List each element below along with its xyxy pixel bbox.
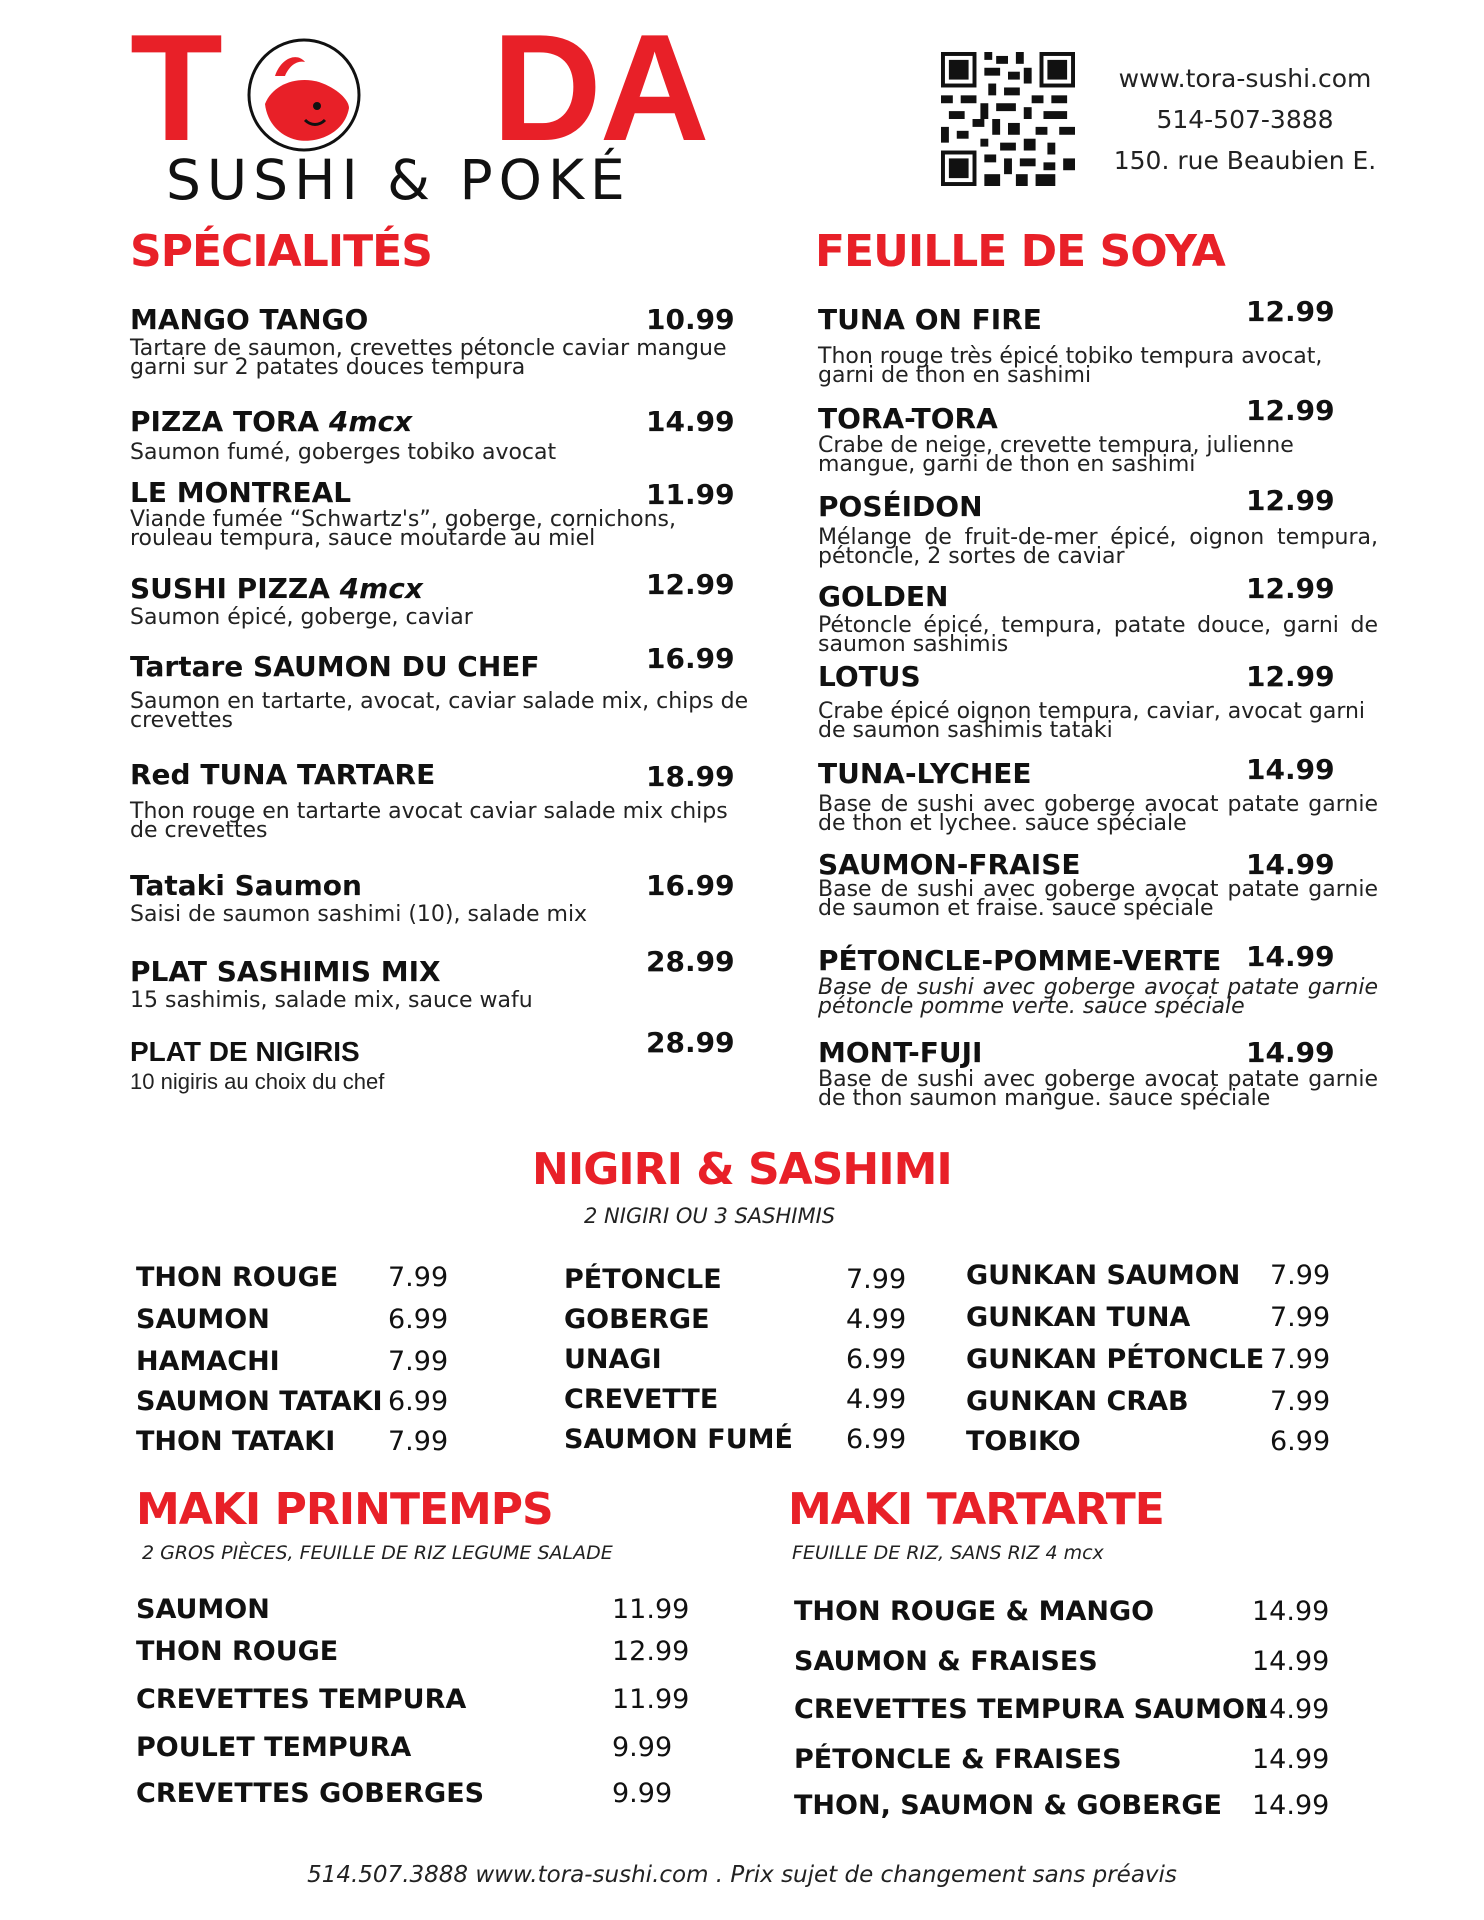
fish-logo-icon [245,36,363,154]
menu-item [966,1302,1331,1333]
item-description: Base de sushi avec goberge avocat patate garnie de saumon et fraise. sauce spéciale [818,877,1378,921]
item-price: 7.99 [1270,1302,1331,1333]
item-price: 11.99 [612,1684,690,1715]
website-link[interactable]: www.tora-sushi.com [1118,64,1372,93]
item-name [818,1036,982,1069]
item-name-text: PLAT DE NIGIRIS [130,1036,360,1067]
item-price: 14.99 [646,405,735,438]
address: 150. rue Beaubien E. [1113,146,1377,175]
item-price: 14.99 [1246,848,1335,881]
item-name: CREVETTES GOBERGES [136,1778,485,1809]
item-price: 12.99 [1246,660,1335,693]
section-title-maki-tartarte: MAKI TARTARTE [788,1484,1164,1535]
item-name: HAMACHI [136,1346,280,1377]
menu-item [794,1790,1330,1821]
item-description: Tartare de saumon, crevettes pétoncle caviar mangue garni sur 2 patates douces tempura [130,336,727,380]
item-name: SAUMON TATAKI [136,1386,383,1417]
item-price: 7.99 [388,1426,449,1457]
item-name-text: TORA-TORA [818,402,998,435]
item-price: 7.99 [1270,1386,1331,1417]
menu-item [966,1344,1331,1375]
menu-item [136,1346,449,1377]
item-name [818,660,921,693]
menu-item [966,1260,1331,1291]
item-name: THON TATAKI [136,1426,336,1457]
item-price: 7.99 [1270,1260,1331,1291]
menu-item [136,1426,449,1457]
item-price: 6.99 [846,1424,907,1455]
menu-item [136,1386,449,1417]
item-name-text: GOLDEN [818,580,949,613]
item-name-text: MONT-FUJI [818,1036,983,1069]
item-name: CREVETTE [564,1384,719,1415]
menu-item [136,1594,690,1625]
item-price: 12.99 [1246,295,1335,328]
contact-block [1100,58,1390,181]
item-price: 28.99 [646,1026,735,1059]
item-name-text: SAUMON-FRAISE [818,848,1081,881]
item-name: SAUMON FUMÉ [564,1424,793,1455]
item-price: 10.99 [646,303,735,336]
item-name: SAUMON & FRAISES [794,1646,1098,1677]
item-price: 6.99 [846,1344,907,1375]
item-name: CREVETTES TEMPURA SAUMON [794,1694,1268,1725]
item-price: 14.99 [1246,753,1335,786]
item-price: 28.99 [646,945,735,978]
item-name-text: PLAT SASHIMIS MIX [130,955,441,988]
item-name [130,572,423,605]
nigiri-subtitle: 2 NIGIRI OU 3 SASHIMIS [584,1204,836,1228]
item-price: 11.99 [646,478,735,511]
logo-letters-da: DA [492,3,708,173]
phone-number[interactable]: 514-507-3888 [1156,105,1334,134]
item-name [130,869,362,902]
item-description: 15 sashimis, salade mix, sauce wafu [130,988,533,1013]
item-price: 14.99 [1252,1744,1330,1775]
item-name: TOBIKO [966,1426,1081,1457]
item-price: 12.99 [1246,572,1335,605]
item-name [130,476,351,509]
item-name-text: Tartare SAUMON DU CHEF [130,650,540,683]
item-name [130,405,412,438]
menu-item [564,1304,907,1335]
item-price: 9.99 [612,1732,673,1763]
menu-item [136,1732,673,1763]
item-name [130,955,441,988]
item-price: 16.99 [646,869,735,902]
logo-tagline: SUSHI & POKÉ [166,148,631,212]
item-name-text: MANGO TANGO [130,303,369,336]
item-name-suffix: 4mcx [339,572,423,605]
menu-item [136,1636,690,1667]
qr-code-icon [940,52,1076,186]
item-price: 6.99 [388,1304,449,1335]
item-price: 7.99 [388,1346,449,1377]
menu-item [794,1596,1330,1627]
logo-letter-t: T [130,3,221,173]
item-name-suffix: 4mcx [328,405,413,438]
item-description: Pétoncle épicé, tempura, patate douce, garni de saumon sashimis [818,613,1378,657]
item-description: Mélange de fruit-de-mer épicé, oignon tempura, pétoncle, 2 sortes de caviar [818,525,1378,569]
item-price: 14.99 [1246,1036,1335,1069]
menu-item [794,1694,1330,1725]
item-price: 18.99 [646,760,735,793]
item-price: 7.99 [388,1262,449,1293]
item-price: 4.99 [846,1384,907,1415]
item-price: 12.99 [646,568,735,601]
item-name [818,303,1042,336]
item-price: 12.99 [612,1636,690,1667]
item-name-text: TUNA-LYCHEE [818,757,1032,790]
menu-item [136,1304,449,1335]
item-name: UNAGI [564,1344,662,1375]
item-price: 12.99 [1246,394,1335,427]
item-price: 16.99 [646,642,735,675]
item-name [130,1036,360,1068]
item-name [130,303,368,336]
section-title-nigiri-sashimi: NIGIRI & SASHIMI [532,1144,952,1195]
item-name-text: LE MONTREAL [130,476,352,509]
item-name-text: Tataki Saumon [130,869,362,902]
item-name [130,758,435,791]
item-name: GOBERGE [564,1304,710,1335]
footer-note: 514.507.3888 www.tora-sushi.com . Prix sujet de changement sans préavis [307,1862,1177,1888]
menu-item [794,1646,1330,1677]
item-price: 9.99 [612,1778,673,1809]
item-name: SAUMON [136,1594,270,1625]
section-title-feuille-de-soya: FEUILLE DE SOYA [815,226,1225,277]
item-description: Base de sushi avec goberge avocat patate garnie de thon saumon mangue. sauce spéciale [818,1067,1378,1111]
item-name [818,757,1032,790]
item-price: 14.99 [1252,1646,1330,1677]
item-name: GUNKAN CRAB [966,1386,1189,1417]
item-description: Crabe épicé oignon tempura, caviar, avocat garni de saumon sashimis tataki [818,699,1366,743]
item-description: Saisi de saumon sashimi (10), salade mix [130,902,588,927]
printemps-subtitle: 2 GROS PIÈCES, FEUILLE DE RIZ LEGUME SALADE [142,1542,613,1564]
item-name: PÉTONCLE & FRAISES [794,1744,1122,1775]
item-name: CREVETTES TEMPURA [136,1684,467,1715]
item-name [818,944,1221,977]
item-price: 14.99 [1252,1596,1330,1627]
item-name: THON ROUGE & MANGO [794,1596,1155,1627]
menu-item [564,1264,907,1295]
item-name: THON, SAUMON & GOBERGE [794,1790,1222,1821]
item-description: Thon rouge en tartarte avocat caviar salade mix chips de crevettes [130,799,728,843]
item-name [818,580,948,613]
item-name [818,402,998,435]
item-price: 4.99 [846,1304,907,1335]
item-name: THON ROUGE [136,1636,339,1667]
menu-item [564,1424,907,1455]
item-name: GUNKAN SAUMON [966,1260,1241,1291]
menu-item [564,1344,907,1375]
menu-item [794,1744,1330,1775]
item-name: PÉTONCLE [564,1264,722,1295]
section-title-specialites: SPÉCIALITÉS [130,226,432,277]
menu-item [564,1384,907,1415]
item-description: Base de sushi avec goberge avocat patate garnie pétoncle pomme verte. sauce spéciale [818,975,1378,1019]
item-name [130,650,540,683]
menu-item [966,1426,1331,1457]
item-price: 7.99 [846,1264,907,1295]
item-name: GUNKAN PÉTONCLE [966,1344,1265,1375]
item-name: GUNKAN TUNA [966,1302,1191,1333]
item-name-text: PÉTONCLE-POMME-VERTE [818,944,1222,977]
item-price: 14.99 [1252,1790,1330,1821]
menu-item [136,1778,673,1809]
item-price: 14.99 [1246,940,1335,973]
item-price: 14.99 [1252,1694,1330,1725]
item-name: POULET TEMPURA [136,1732,412,1763]
item-name: SAUMON [136,1304,270,1335]
item-name-text: SUSHI PIZZA [130,572,340,605]
item-name: THON ROUGE [136,1262,339,1293]
item-description: Base de sushi avec goberge avocat patate garnie de thon et lychee. sauce spéciale [818,792,1378,836]
item-price: 11.99 [612,1594,690,1625]
section-title-maki-printemps: MAKI PRINTEMPS [136,1484,553,1535]
item-name-text: POSÉIDON [818,490,983,523]
item-description: Viande fumée “Schwartz's”, goberge, cornichons, rouleau tempura, sauce moutarde au miel [130,507,677,551]
item-price: 7.99 [1270,1344,1331,1375]
item-name-text: TUNA ON FIRE [818,303,1042,336]
item-price: 6.99 [1270,1426,1331,1457]
item-description: Saumon épicé, goberge, caviar [130,605,473,630]
item-name [818,490,983,523]
item-price: 6.99 [388,1386,449,1417]
item-description: Thon rouge très épicé tobiko tempura avocat, garni de thon en sashimi [818,344,1323,388]
menu-item [136,1262,449,1293]
item-description: Saumon fumé, goberges tobiko avocat [130,440,557,465]
menu-item [966,1386,1331,1417]
item-price: 12.99 [1246,484,1335,517]
item-description: 10 nigiris au choix du chef [130,1069,385,1094]
item-description: Crabe de neige, crevette tempura, julienne mangue, garni de thon en sashimi [818,433,1294,477]
item-name-text: PIZZA TORA [130,405,329,438]
menu-item [136,1684,690,1715]
item-name-text: LOTUS [818,660,921,693]
tartarte-subtitle: FEUILLE DE RIZ, SANS RIZ 4 mcx [792,1542,1104,1564]
item-name-text: Red TUNA TARTARE [130,758,436,791]
item-description: Saumon en tartarte, avocat, caviar salade mix, chips de crevettes [130,689,749,733]
